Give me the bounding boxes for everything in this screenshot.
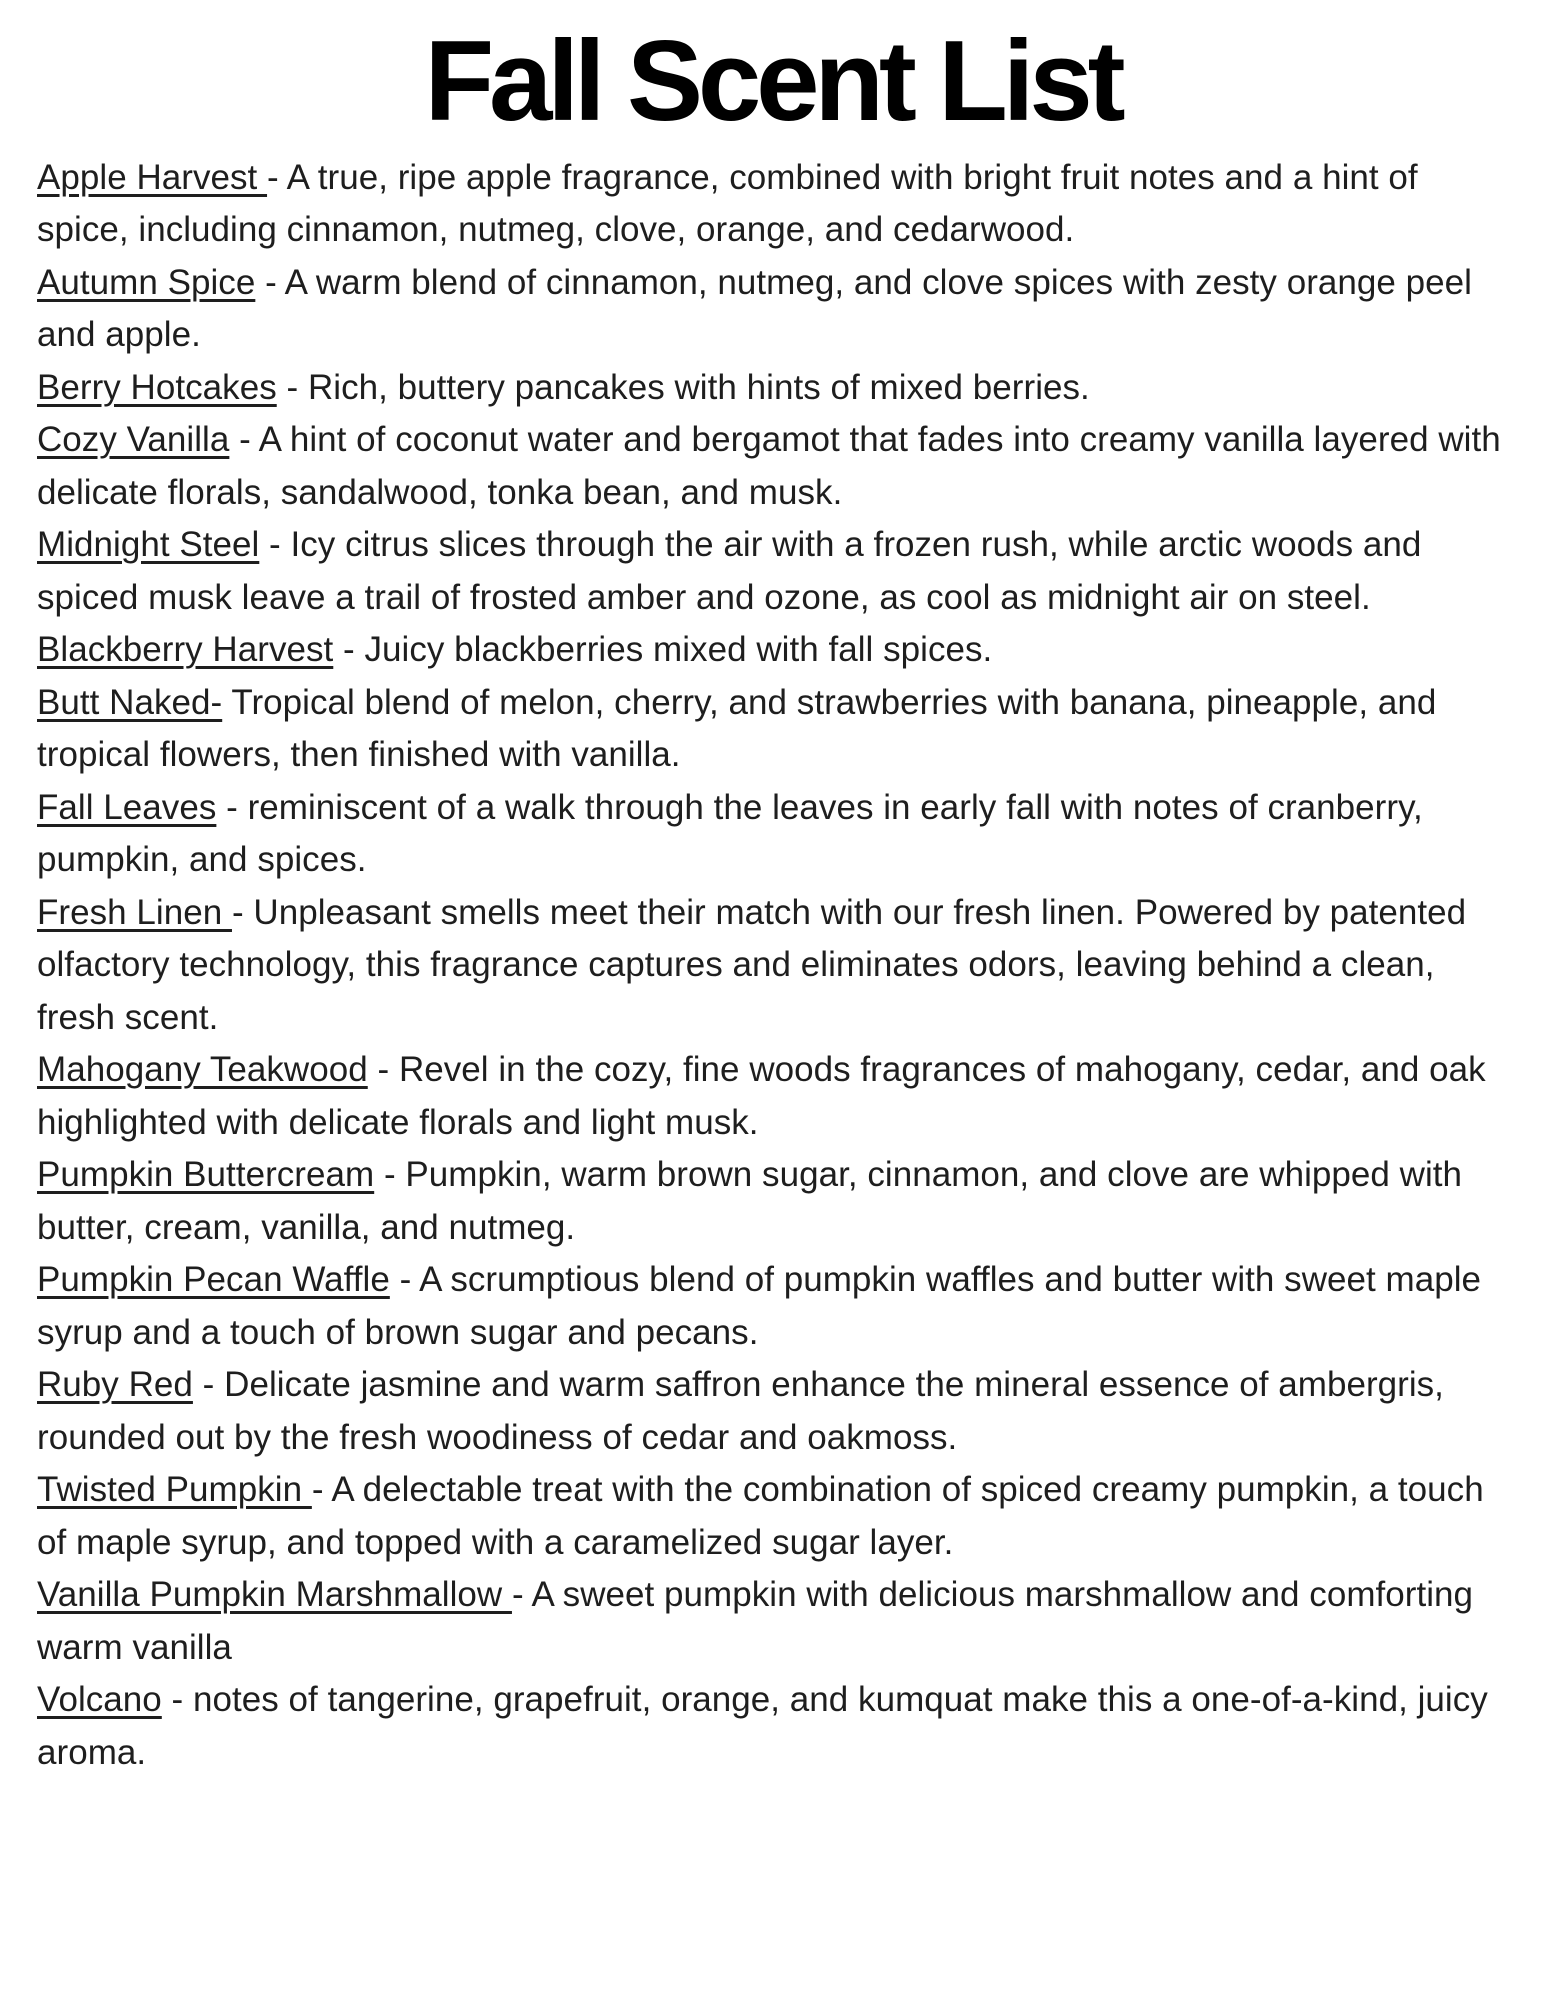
scent-name: Apple Harvest (37, 157, 268, 197)
scent-list (37, 152, 1509, 1780)
scent-description: - A true, ripe apple fragrance, combined with bright fruit notes and a hint of spice, including cinnamon, nutmeg, clove, orange, and cedarwood. (37, 157, 1418, 250)
scent-entry (37, 624, 1509, 677)
scent-entry (37, 1149, 1509, 1254)
scent-name: Fresh Linen (37, 892, 232, 932)
scent-description: - Delicate jasmine and warm saffron enhance the mineral essence of ambergris, rounded out by the fresh woodiness of cedar and oakmoss. (37, 1365, 1444, 1457)
scent-entry (37, 1464, 1509, 1569)
scent-description: - notes of tangerine, grapefruit, orange, and kumquat make this a one-of-a-kind, juicy aroma. (37, 1680, 1488, 1772)
scent-entry (37, 257, 1509, 362)
scent-entry (37, 1359, 1509, 1464)
scent-entry (37, 1674, 1509, 1779)
scent-description: - A warm blend of cinnamon, nutmeg, and clove spices with zesty orange peel and apple. (37, 262, 1472, 355)
scent-name: Mahogany Teakwood (37, 1050, 368, 1090)
scent-name: Berry Hotcakes (37, 367, 277, 407)
scent-description: - A delectable treat with the combination of spiced creamy pumpkin, a touch of maple syrup, and topped with a caramelized sugar layer. (37, 1470, 1484, 1562)
scent-entry (37, 782, 1509, 887)
scent-entry (37, 519, 1509, 624)
scent-name: Autumn Spice (37, 262, 256, 302)
scent-name: Pumpkin Buttercream (37, 1155, 375, 1195)
scent-name: Fall Leaves (37, 787, 217, 827)
scent-entry (37, 887, 1509, 1045)
scent-name: Cozy Vanilla (37, 420, 230, 460)
scent-description: - A scrumptious blend of pumpkin waffles and butter with sweet maple syrup and a touch of brown sugar and pecans. (37, 1260, 1482, 1352)
scent-name: Volcano (37, 1680, 162, 1720)
scent-name: Vanilla Pumpkin Marshmallow (37, 1575, 512, 1615)
scent-name: Pumpkin Pecan Waffle (37, 1260, 390, 1300)
scent-description: - Icy citrus slices through the air with a frozen rush, while arctic woods and spiced musk leave a trail of frosted amber and ozone, as cool as midnight air on steel. (37, 525, 1422, 617)
scent-description: - reminiscent of a walk through the leaves in early fall with notes of cranberry, pumpkin, and spices. (37, 787, 1423, 880)
scent-entry (37, 677, 1509, 782)
scent-description: - Rich, buttery pancakes with hints of mixed berries. (276, 367, 1090, 407)
scent-description: - Revel in the cozy, fine woods fragrances of mahogany, cedar, and oak highlighted with delicate florals and light musk. (37, 1050, 1486, 1142)
scent-description: - Unpleasant smells meet their match with our fresh linen. Powered by patented olfactory technology, this fragrance captures and eliminates odors, leaving behind a clean, fresh scent. (37, 892, 1467, 1037)
scent-description: - A sweet pumpkin with delicious marshmallow and comforting warm vanilla (37, 1575, 1474, 1667)
scent-entry (37, 1254, 1509, 1359)
scent-entry (37, 1044, 1509, 1149)
scent-name: Butt Naked- (37, 682, 223, 722)
page-title: Fall Scent List (424, 18, 1121, 145)
scent-description: - Juicy blackberries mixed with fall spices. (333, 630, 993, 670)
scent-name: Blackberry Harvest (37, 630, 334, 670)
scent-entry (37, 414, 1509, 519)
scent-entry (37, 1569, 1509, 1674)
scent-name: Twisted Pumpkin (37, 1470, 312, 1510)
scent-entry (37, 362, 1509, 415)
scent-description: Tropical blend of melon, cherry, and strawberries with banana, pineapple, and tropical flowers, then finished with vanilla. (37, 682, 1437, 775)
scent-entry (37, 152, 1509, 257)
scent-name: Ruby Red (37, 1365, 193, 1405)
scent-description: - A hint of coconut water and bergamot that fades into creamy vanilla layered with delicate florals, sandalwood, tonka bean, and musk. (37, 420, 1501, 512)
scent-description: - Pumpkin, warm brown sugar, cinnamon, and clove are whipped with butter, cream, vanilla, and nutmeg. (37, 1155, 1463, 1247)
scent-name: Midnight Steel (37, 525, 260, 565)
